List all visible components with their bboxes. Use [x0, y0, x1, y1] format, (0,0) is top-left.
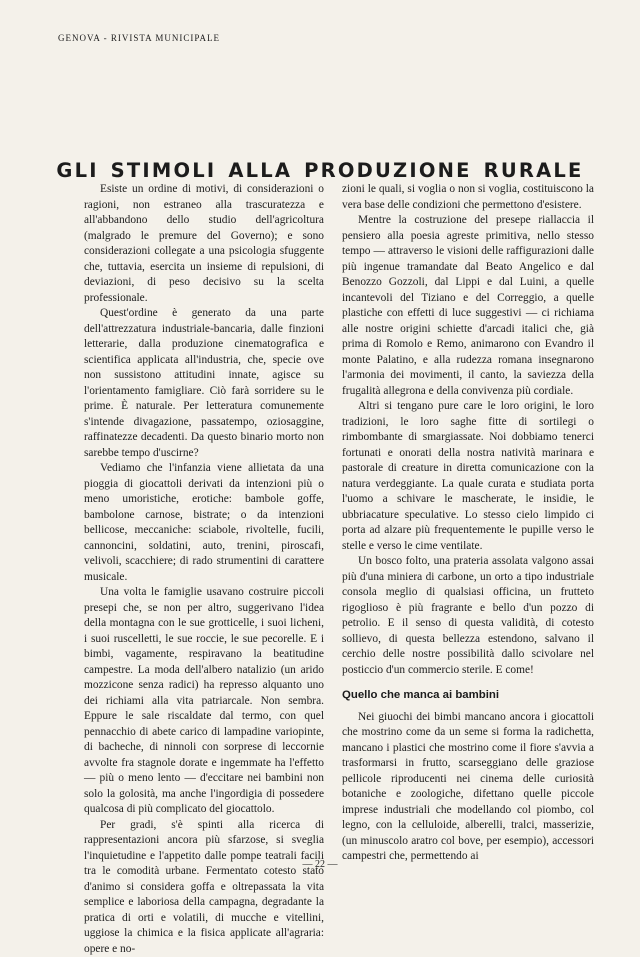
paragraph: Per gradi, s'è spinti alla ricerca di rappresentazioni ancora più sfarzose, si sveglia l'inquietudine e l'appetito dalle pompe teatrali facili tra le comodità urbane. Fermentato cotesto stato d'animo si considera goffa e oltrepassata la vita semplice e laboriosa della campagna, degradante la pratica di orti e volatili, di mucche e vitellini, uggiose la chimica e la fisica applicate all'agraria: opere e no- [84, 818, 324, 957]
paragraph: Vediamo che l'infanzia viene allietata da una pioggia di giocattoli derivati da intenzioni più o meno umoristiche, erotiche: bambole goffe, bambolone carnose, bistrate; o da intenzioni bellicose, meccaniche: sciabole, rivoltelle, fucili, cannoncini, soldatini, auto, trenini, piroscafi, velivoli, scacchiere; di rado strumentini di carattere musicale. [84, 461, 324, 585]
running-head: GENOVA - RIVISTA MUNICIPALE [58, 33, 220, 43]
paragraph: Esiste un ordine di motivi, di considerazioni o ragioni, non estraneo alla trascuratezza e all'abbandono dello studio dell'agricoltura (malgrado le premure del Governo); e sono considerazioni collegate a una psicologia sfuggente che, tuttavia, esercita un insieme di repulsioni, di deviazioni, di peso decisivo su la scelta professionale. [84, 182, 324, 306]
section-heading: Quello che manca ai bambini [342, 688, 594, 704]
paragraph: Altri si tengano pure care le loro origini, le loro tradizioni, le loro saghe fitte di sortilegi o rimbombante di smargiassate. Noi dobbiamo tenerci fortunati e onorati della nostra natività marinara e pastorale di creature in diretta comunicazione con la natura verdeggiante. La quale curata e studiata porta l'uomo a schivare le mascherate, le insidie, le ubbriacature speculative. Lo stesso cielo limpido ci porta ad alzare più frequentemente le pupille verso le stelle e verso le cime ventilate. [342, 399, 594, 554]
paragraph: Una volta le famiglie usavano costruire piccoli presepi che, se non per altro, suggerivano l'idea della montagna con le sue grotticelle, i suoi licheni, i suoi ruscelletti, le sue roccie, le sue pecorelle. E i bimbi, vagamente, respiravano la beatitudine campestre. La moda dell'albero natalizio (un arido mozzicone senza radici) ha represso alquanto uno dei richiami alla vita patriarcale. Non sembra. Eppure le sale riscaldate dal termo, con quel pennacchio di abete carico di lampadine variopinte, di bacheche, di ninnoli con sorprese di leccornie avvolte fra stagnole dorate e ingemmate ha l'effetto — più o meno lento — d'eccitare nei bambini non solo la golosità, ma anche l'ingordigia di possedere qualcosa di più complicato del giocattolo. [84, 585, 324, 818]
page-number: — 22 — [0, 859, 640, 870]
paragraph: Nei giuochi dei bimbi mancano ancora i giocattoli che mostrino come da un seme si forma la radichetta, mancano i plastici che mostrino come il fiore s'avvia a trasformarsi in frutto, scarseggiano delle graziose pellicole riproducenti nei cinema delle curiosità botaniche e zoologiche, difettano quelle piccole imprese industriali che modellando col piombo, col legno, con la celluloide, alberelli, tralci, masserizie, (un minuscolo aratro col bove, per esempio), accessori campestri che, permettendo ai [342, 710, 594, 865]
paragraph: Un bosco folto, una prateria assolata valgono assai più d'una miniera di carbone, un orto a tipo industriale consola meglio di qualsiasi officina, un frutteto rigoglioso è più fragrante e bello d'un pozzo di petrolio. E il senso di questa validità, di cotesto sollievo, di questa bellezza estendono, salvano il cerchio delle nostre possibilità dallo scivolare nel posticcio d'un commercio sterile. E come! [342, 554, 594, 678]
right-column [342, 182, 594, 865]
paragraph-continued: zioni le quali, si voglia o non si voglia, costituiscono la vera base delle condizioni che permettono d'esistere. [342, 182, 594, 213]
left-column [84, 182, 324, 957]
paragraph: Mentre la costruzione del presepe riallaccia il pensiero alla poesia agreste primitiva, nello stesso tempo — attraverso le visioni delle raffigurazioni dalle più ingenue tramandate dal Beato Angelico e dal Benozzo Gozzoli, dal Lippi e dal Luini, a quelle incantevoli del Tiziano e del Correggio, a quelle plastiche con effetti di luce suggestivi — ci richiama alle nostre origini schiette d'arcadi italici che, già prima di Romolo e Remo, animarono con Evandro il monte Palatino, e alla rudezza romana insegnarono l'armonia dei movimenti, il canto, la saviezza della frugalità allegrona e della convivenza più cordiale. [342, 213, 594, 399]
article-title: GLI STIMOLI ALLA PRODUZIONE RURALE [0, 159, 640, 182]
paragraph: Quest'ordine è generato da una parte dell'attrezzatura industriale-bancaria, dalle finzioni letterarie, dalla produzione cinematografica e scientifica applicata all'industria, che, specie ove non sussistono attitudini innate, agisce su l'orientamento famigliare. Ciò farà sorridere su le prime. È naturale. Per letteratura comunemente s'intende divagazione, passatempo, oziosaggine, raffinatezze decadenti. Da questo binario morto non sarebbe tempo d'uscirne? [84, 306, 324, 461]
